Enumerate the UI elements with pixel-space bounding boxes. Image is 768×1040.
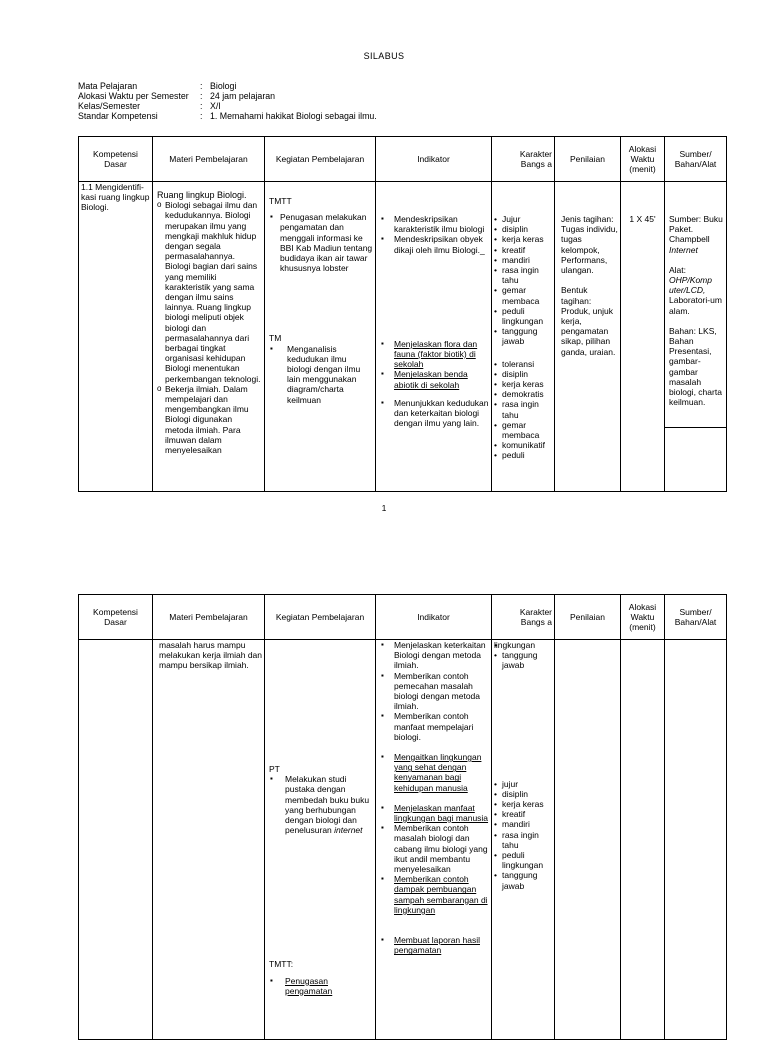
karakter-item: • rasa ingin tahu [494, 265, 552, 285]
indikator-item: ▪ Membuat laporan hasil pengamatan [380, 935, 489, 955]
header-karakter: Karakter Bangs a [492, 137, 555, 182]
info-value: Biologi [210, 81, 237, 91]
kegiatan-text: internet [334, 825, 363, 836]
kegiatan-item: ▪ Penugasan melakukan pengamatan dan menggali informasi ke BBI Kab Madiun tentang budidaya ikan air tawar khususnya lobster [269, 212, 373, 273]
materi-item: o Bekerja ilmiah. Dalam mempelajari dan mengembangkan ilmu Biologi digunakan metoda ilmiah. Para ilmuwan dalam menyelesaikan [157, 384, 262, 455]
header-kompetensi: Kompetensi Dasar [79, 137, 153, 182]
header-penilaian: Penilaian [555, 137, 621, 182]
alokasi-value: 1 X 45' [629, 214, 656, 224]
kegiatan-text: Melakukan studi pustaka dengan membedah buku buku yang berhubungan dengan biologi dan penelusuran [285, 774, 370, 836]
sumber-text: Internet [669, 244, 698, 255]
karakter-item: • Jujur [494, 214, 552, 224]
table-header-row [79, 137, 727, 182]
kegiatan-item: ▪ Penugasan pengamatan [269, 976, 373, 996]
document-title: SILABUS [363, 51, 405, 61]
penilaian-text: Jenis tagihan: Tugas individu, tugas kelompok, Performans, ulangan. Bentuk tagihan: Produk, unjuk kerja, pengamatan sikap, pilihan ganda, uraian. [561, 214, 618, 357]
header-kegiatan: Kegiatan Pembelajaran [265, 137, 376, 182]
kompetensi-cell: 1.1 Mengidentifi-kasi ruang lingkup Biologi. [79, 182, 153, 492]
indikator-item: ▪ Mengaitkan lingkungan yang sehat dengan kenyamanan bagi kehidupan manusia [380, 752, 489, 793]
karakter-item: • kerja keras [494, 799, 552, 809]
header-materi: Materi Pembelajaran [153, 137, 265, 182]
alokasi-cell [621, 640, 665, 1040]
syllabus-table-page-1 [78, 136, 727, 492]
karakter-item: • gemar membaca [494, 420, 552, 440]
header-sumber: Sumber/ Bahan/Alat [665, 595, 727, 640]
indikator-item: ▪ Mendeskripsikan karakteristik ilmu biologi [380, 214, 489, 234]
info-value: X/I [210, 101, 221, 111]
karakter-item: • peduli lingkungan [494, 306, 552, 326]
karakter-item: • kreatif [494, 245, 552, 255]
header-alokasi: Alokasi Waktu (menit) [621, 137, 665, 182]
penilaian-cell [555, 182, 621, 492]
sumber-cell [665, 182, 727, 492]
karakter-item: • tanggung jawab [494, 326, 552, 346]
alat-text: Laboratori-um alam. [669, 295, 722, 316]
karakter-item: • disiplin [494, 369, 552, 379]
indikator-item: ▪ Menunjukkan kedudukan dan keterkaitan biologi dengan ilmu yang lain. [380, 398, 489, 429]
table-row [79, 640, 727, 1040]
indikator-cell [376, 182, 492, 492]
header-materi: Materi Pembelajaran [153, 595, 265, 640]
karakter-item: • kerja keras [494, 379, 552, 389]
alat-block [669, 265, 724, 316]
info-key: Alokasi Waktu per Semester [78, 91, 189, 101]
table-row [79, 182, 727, 492]
materi-item: o Biologi sebagai ilmu dan kedudukannya. Biologi merupakan ilmu yang mengkaji makhluk hidup dengan segala permasalahannya. Biologi bagian dari sains yang memiliki karakteristik yang sama dengan ilmu sains lainnya. Ruang lingkup biologi meliputi objek biologi dan permasalahannya dari berbagai tingkat organisasi kehidupan Biologi menentukan perkembangan teknologi. [157, 200, 262, 384]
karakter-item: • kreatif [494, 809, 552, 819]
karakter-item: • lingkungan [494, 640, 552, 650]
karakter-item: • demokratis [494, 389, 552, 399]
kegiatan-item [269, 774, 373, 835]
kegiatan-cell [265, 640, 376, 1040]
page-number: 1 [381, 503, 387, 513]
alokasi-cell [621, 182, 665, 492]
indikator-item: ▪ Memberikan contoh masalah biologi dan cabang ilmu biologi yang ikut andil membantu menyelesaikan [380, 823, 489, 874]
materi-cell [153, 182, 265, 492]
sumber-cell [665, 640, 727, 1040]
indikator-cell [376, 640, 492, 1040]
syllabus-table-page-2 [78, 594, 727, 1040]
indikator-item: ▪ Memberikan contoh pemecahan masalah biologi dengan metoda ilmiah. [380, 671, 489, 712]
karakter-item: • disiplin [494, 789, 552, 799]
header-alokasi: Alokasi Waktu (menit) [621, 595, 665, 640]
table-header-row [79, 595, 727, 640]
info-key: Kelas/Semester [78, 101, 141, 111]
header-kegiatan: Kegiatan Pembelajaran [265, 595, 376, 640]
karakter-item: • tanggung jawab [494, 870, 552, 890]
kegiatan-label: TM [269, 333, 282, 344]
indikator-item: ▪ Menjelaskan benda abiotik di sekolah [380, 369, 489, 389]
indikator-item: ▪ Menjelaskan flora dan fauna (faktor biotik) di sekolah [380, 339, 489, 370]
karakter-item: • kerja keras [494, 234, 552, 244]
sumber-text: Sumber: Buku Paket. Champbell [669, 214, 723, 245]
header-indikator: Indikator [376, 137, 492, 182]
karakter-item: • peduli [494, 450, 552, 460]
header-kompetensi: Kompetensi Dasar [79, 595, 153, 640]
header-indikator: Indikator [376, 595, 492, 640]
karakter-item: • gemar membaca [494, 285, 552, 305]
kegiatan-cell [265, 182, 376, 492]
karakter-item: • komunikatif [494, 440, 552, 450]
penilaian-cell [555, 640, 621, 1040]
kegiatan-label: TMTT [269, 196, 292, 206]
karakter-cell [492, 182, 555, 492]
kegiatan-label: TMTT: [269, 959, 294, 970]
karakter-item: • mandiri [494, 819, 552, 829]
materi-heading: Ruang lingkup Biologi. [157, 190, 247, 200]
karakter-item: • tanggung jawab [494, 650, 552, 670]
karakter-item: • rasa ingin tahu [494, 830, 552, 850]
bahan-text: Bahan: LKS, Bahan Presentasi, gambar-gambar masalah biologi, charta keilmuan. [669, 325, 722, 408]
karakter-item: • toleransi [494, 359, 552, 369]
karakter-item: • mandiri [494, 255, 552, 265]
karakter-item: • disiplin [494, 224, 552, 234]
header-sumber: Sumber/ Bahan/Alat [665, 137, 727, 182]
info-key: Mata Pelajaran [78, 81, 138, 91]
header-karakter: Karakter Bangs a [492, 595, 555, 640]
materi-text: masalah harus mampu melakukan kerja ilmiah dan mampu bersikap ilmiah. [159, 640, 262, 671]
indikator-item: ▪ Menjelaskan keterkaitan Biologi dengan metoda ilmiah. [380, 640, 489, 671]
alat-text: OHP/Komp uter/LCD, [669, 275, 712, 296]
karakter-cell [492, 640, 555, 1040]
alat-text: Alat: [669, 264, 687, 275]
kompetensi-cell [79, 640, 153, 1040]
course-info: Mata Pelajaran : Biologi Alokasi Waktu per Semester : 24 jam pelajaran Kelas/Semester : X/I Standar Kompetensi : 1. Memahami hakikat Biologi sebagai ilmu. [78, 81, 377, 121]
sumber-block [669, 214, 724, 255]
karakter-item: • peduli lingkungan [494, 850, 552, 870]
materi-cell [153, 640, 265, 1040]
indikator-item: ▪ Memberikan contoh manfaat mempelajari biologi. [380, 711, 489, 742]
indikator-item: ▪ Menjelaskan manfaat lingkungan bagi manusia [380, 803, 489, 823]
header-penilaian: Penilaian [555, 595, 621, 640]
info-value: 24 jam pelajaran [210, 91, 276, 101]
indikator-item: ▪ Mendeskripsikan obyek dikaji oleh ilmu Biologi._ [380, 234, 489, 254]
info-key: Standar Kompetensi [78, 111, 158, 121]
karakter-item: • rasa ingin tahu [494, 399, 552, 419]
indikator-item: ▪ Memberikan contoh dampak pembuangan sampah sembarangan di lingkungan [380, 874, 489, 915]
karakter-item: • jujur [494, 779, 552, 789]
info-value: 1. Memahami hakikat Biologi sebagai ilmu. [210, 111, 377, 121]
kegiatan-label: PT [269, 764, 280, 774]
kegiatan-item: ▪ Menganalisis kedudukan ilmu biologi dengan ilmu lain menggunakan diagram/charta keilmuan [269, 344, 373, 405]
